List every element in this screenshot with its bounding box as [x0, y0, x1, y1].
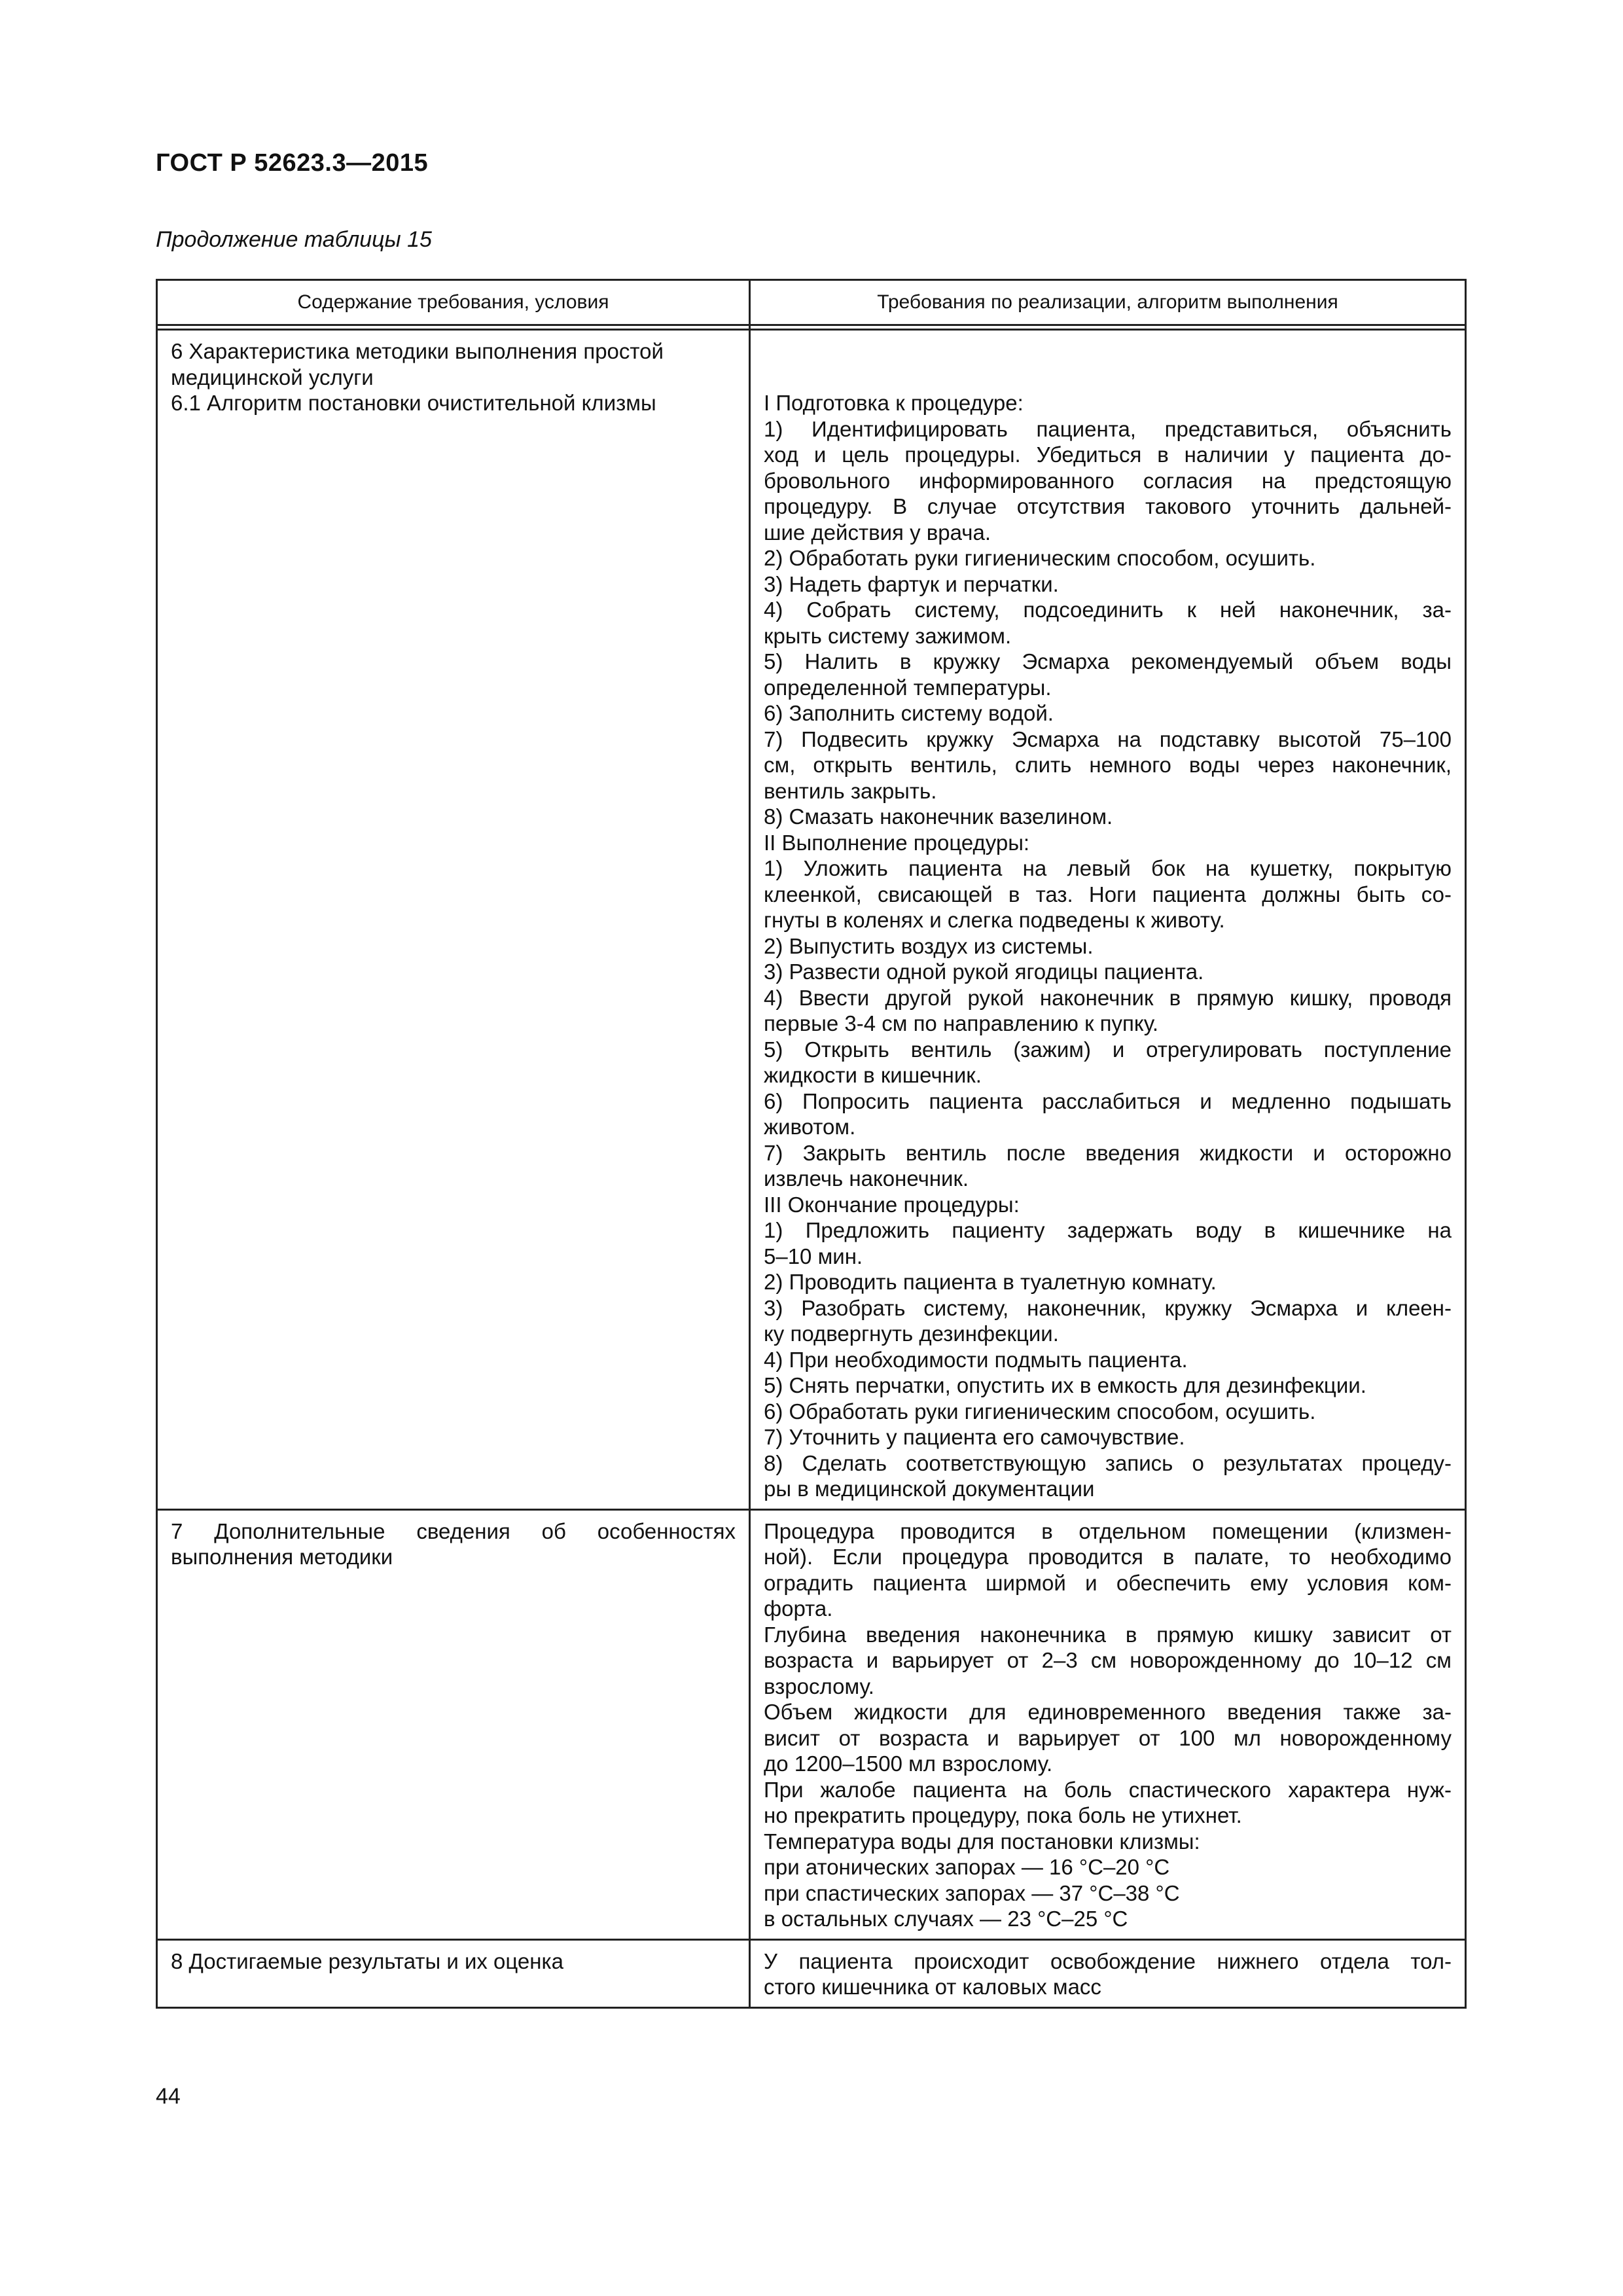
text-line: стого кишечника от каловых масс: [764, 1975, 1101, 1999]
text-line: 4) Ввести другой рукой наконечник в прямую кишку, проводя: [764, 985, 1452, 1010]
text-line: 3) Разобрать систему, наконечник, кружку Эсмарха и клеен-: [764, 1295, 1452, 1320]
row-2-algorithm-cell: [750, 1509, 1466, 1939]
text-line: 8) Смазать наконечник вазелином.: [764, 804, 1113, 829]
text-line: 2) Обработать руки гигиеническим способом, осушить.: [764, 546, 1316, 570]
text-line: 3) Развести одной рукой ягодицы пациента.: [764, 960, 1204, 984]
row-3-algorithm-cell: [750, 1939, 1466, 2007]
table-header-row: [157, 280, 1466, 325]
text-line: бровольного информированного согласия на предстоящую: [764, 468, 1452, 493]
text-line: процедуру. В случае отсутствия такового уточнить дальней-: [764, 494, 1452, 518]
text-line: 7) Подвесить кружку Эсмарха на подставку высотой 75–100: [764, 726, 1452, 751]
text-line: 4) При необходимости подмыть пациента.: [764, 1347, 1188, 1372]
text-line: клеенкой, свисающей в таз. Ноги пациента должны быть со-: [764, 882, 1452, 906]
text-line: 6) Попросить пациента расслабиться и медленно подышать: [764, 1088, 1452, 1113]
table-row: [157, 330, 1466, 1510]
row-2-conditions-cell: [157, 1509, 750, 1939]
text-line: II Выполнение процедуры:: [764, 830, 1030, 855]
text-line: 2) Проводить пациента в туалетную комнату.: [764, 1270, 1217, 1294]
text-line: Глубина введения наконечника в прямую кишку зависит от: [764, 1622, 1452, 1647]
text-line: шие действия у врача.: [764, 520, 991, 545]
text-line: жидкости в кишечник.: [764, 1063, 982, 1087]
text-line: форта.: [764, 1596, 833, 1621]
text-line: извлечь наконечник.: [764, 1166, 969, 1191]
text-line: 6.1 Алгоритм постановки очистительной клизмы: [171, 391, 656, 415]
text-line: 6 Характеристика методики выполнения простой: [171, 339, 664, 363]
text-line: ной). Если процедура проводится в палате, то необходимо: [764, 1545, 1452, 1569]
text-line: 5) Открыть вентиль (зажим) и отрегулировать поступление: [764, 1037, 1452, 1062]
column-header-algorithm: Требования по реализации, алгоритм выполнения: [750, 280, 1466, 325]
text-line: I Подготовка к процедуре:: [764, 391, 1024, 415]
text-line: 5–10 мин.: [764, 1244, 863, 1268]
text-line: но прекратить процедуру, пока боль не утихнет.: [764, 1803, 1242, 1827]
text-line: 1) Предложить пациенту задержать воду в кишечнике на: [764, 1218, 1452, 1242]
text-line: 1) Идентифицировать пациента, представиться, объяснить: [764, 416, 1452, 441]
text-line: висит от возраста и варьирует от 100 мл новорожденному: [764, 1725, 1452, 1750]
text-line: первые 3-4 см по направлению к пупку.: [764, 1011, 1159, 1035]
requirements-table: [156, 279, 1467, 2009]
text-line: У пациента происходит освобождение нижнего отдела тол-: [764, 1948, 1452, 1973]
text-line: ку подвергнуть дезинфекции.: [764, 1321, 1059, 1346]
text-line: оградить пациента ширмой и обеспечить ему условия ком-: [764, 1570, 1452, 1595]
table-caption: Продолжение таблицы 15: [156, 227, 432, 252]
column-header-conditions: Содержание требования, условия: [157, 280, 750, 325]
text-line: 3) Надеть фартук и перчатки.: [764, 571, 1059, 596]
text-line: 8 Достигаемые результаты и их оценка: [171, 1948, 564, 1973]
text-line: Температура воды для постановки клизмы:: [764, 1829, 1200, 1854]
text-line: вентиль закрыть.: [764, 778, 937, 803]
text-line: возраста и варьирует от 2–3 см новорожденному до 10–12 см: [764, 1648, 1452, 1672]
row-1-conditions-cell: [157, 330, 750, 1510]
header-separator: [157, 325, 1466, 330]
text-line: III Окончание процедуры:: [764, 1192, 1020, 1217]
text-line: Процедура проводится в отдельном помещении (клизмен-: [764, 1518, 1452, 1543]
text-line: животом.: [764, 1115, 856, 1139]
text-line: 1) Уложить пациента на левый бок на кушетку, покрытую: [764, 856, 1452, 880]
text-line: 6) Заполнить систему водой.: [764, 701, 1054, 725]
text-line: 7) Уточнить у пациента его самочувствие.: [764, 1425, 1185, 1449]
text-line: гнуты в коленях и слегка подведены к животу.: [764, 908, 1225, 932]
text-line: при спастических запорах — 37 °С–38 °С: [764, 1880, 1180, 1905]
text-line: ход и цель процедуры. Убедиться в наличии у пациента до-: [764, 442, 1452, 467]
text-line: 2) Выпустить воздух из системы.: [764, 933, 1094, 958]
text-line: крыть систему зажимом.: [764, 623, 1012, 648]
text-line: 4) Собрать систему, подсоединить к ней наконечник, за-: [764, 598, 1452, 622]
text-line: Объем жидкости для единовременного введения также за-: [764, 1700, 1452, 1724]
row-3-conditions-cell: [157, 1939, 750, 2007]
text-line: определенной температуры.: [764, 675, 1052, 700]
text-line: при атонических запорах — 16 °С–20 °С: [764, 1855, 1170, 1879]
text-line: 7 Дополнительные сведения об особенностях: [171, 1518, 736, 1543]
text-line: При жалобе пациента на боль спастического характера нуж-: [764, 1777, 1452, 1802]
text-line: выполнения методики: [171, 1545, 393, 1569]
text-line: медицинской услуги: [171, 365, 374, 389]
text-line: см, открыть вентиль, слить немного воды через наконечник,: [764, 753, 1452, 777]
text-line: 8) Сделать соответствующую запись о результатах процеду-: [764, 1450, 1452, 1475]
row-1-algorithm-cell: [750, 330, 1466, 1510]
text-line: 7) Закрыть вентиль после введения жидкости и осторожно: [764, 1140, 1452, 1165]
page-number: 44: [156, 2084, 181, 2109]
text-line: взрослому.: [764, 1674, 874, 1698]
text-line: 5) Снять перчатки, опустить их в емкость для дезинфекции.: [764, 1373, 1366, 1397]
table-row: [157, 1939, 1466, 2007]
text-line: 6) Обработать руки гигиеническим способом, осушить.: [764, 1399, 1316, 1424]
text-line: в остальных случаях — 23 °С–25 °С: [764, 1907, 1128, 1931]
text-line: до 1200–1500 мл взрослому.: [764, 1751, 1053, 1776]
text-line: ры в медицинской документации: [764, 1477, 1095, 1501]
document-header: ГОСТ Р 52623.3—2015: [156, 149, 429, 177]
text-line: 5) Налить в кружку Эсмарха рекомендуемый объем воды: [764, 649, 1452, 673]
table-row: [157, 1509, 1466, 1939]
